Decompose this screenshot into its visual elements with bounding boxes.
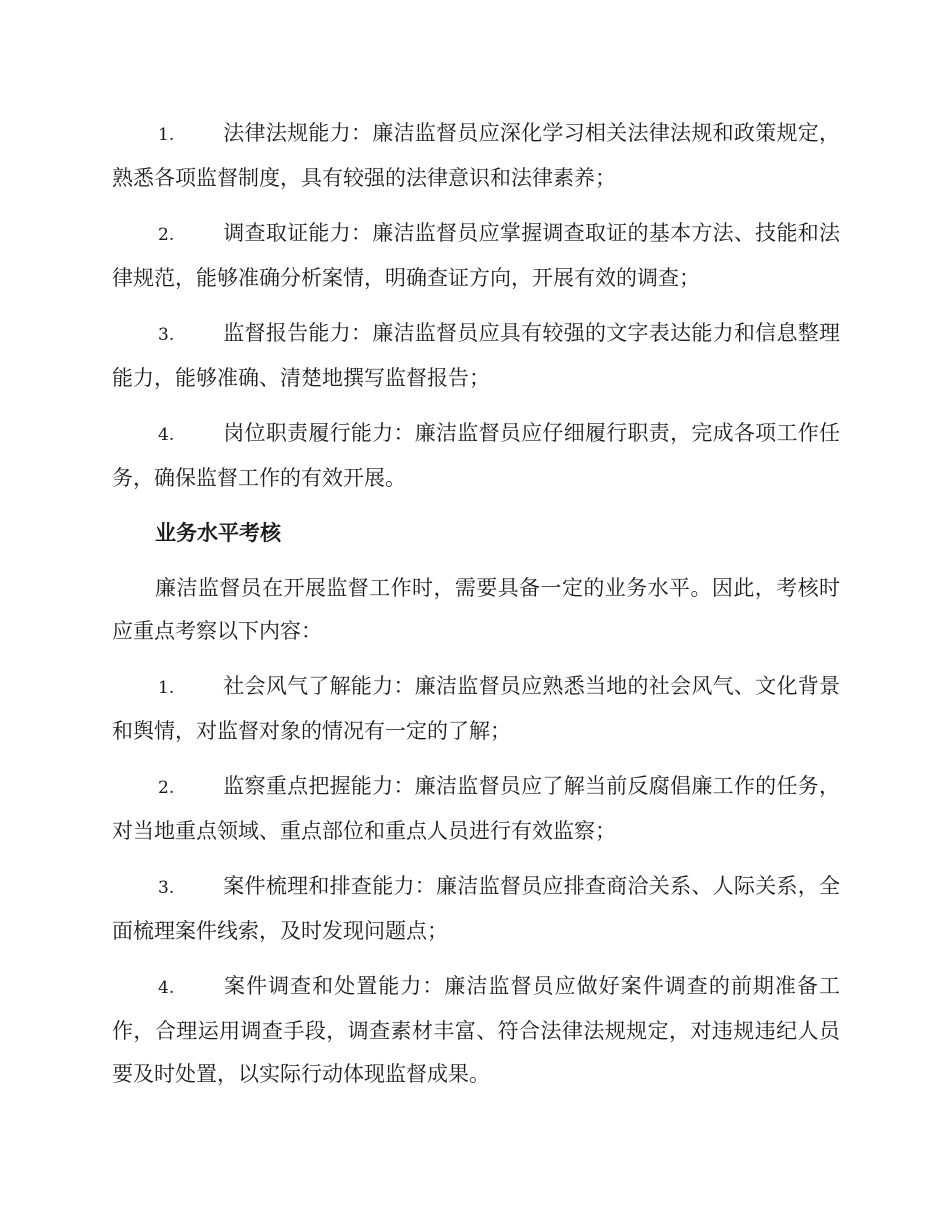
list-text: 案件调查和处置能力：廉洁监督员应做好案件调查的前期准备工作，合理运用调查手段，调查素材丰富、符合法律法规规定，对违规违纪人员要及时处置，以实际行动体现监督成果。 [112,974,840,1086]
list-item [112,312,840,400]
list-number: 4. [158,978,175,998]
list-item [112,765,840,853]
list-item [112,665,840,753]
list-item [112,412,840,500]
list-text: 岗位职责履行能力：廉洁监督员应仔细履行职责，完成各项工作任务，确保监督工作的有效开展。 [112,421,840,490]
document-body [112,112,840,1108]
list-number: 3. [158,325,175,345]
list-text: 监督报告能力：廉洁监督员应具有较强的文字表达能力和信息整理能力，能够准确、清楚地撰写监督报告； [112,321,840,390]
list-item [112,865,840,953]
list-number: 2. [158,225,175,245]
list-text: 调查取证能力：廉洁监督员应掌握调查取证的基本方法、技能和法律规范，能够准确分析案情，明确查证方向，开展有效的调查； [112,221,840,290]
list-text: 案件梳理和排查能力：廉洁监督员应排查商洽关系、人际关系，全面梳理案件线索，及时发现问题点； [112,874,840,943]
list-item [112,965,840,1096]
list-text: 监察重点把握能力：廉洁监督员应了解当前反腐倡廉工作的任务，对当地重点领域、重点部位和重点人员进行有效监察； [112,774,840,843]
list-item [112,112,840,200]
list-number: 4. [158,425,175,445]
section-heading: 业务水平考核 [155,521,281,545]
list-number: 1. [158,125,175,145]
list-number: 3. [158,878,175,898]
list-text: 法律法规能力：廉洁监督员应深化学习相关法律法规和政策规定，熟悉各项监督制度，具有较强的法律意识和法律素养； [112,121,840,190]
list-number: 1. [158,678,175,698]
list-number: 2. [158,778,175,798]
intro-paragraph: 廉洁监督员在开展监督工作时，需要具备一定的业务水平。因此，考核时应重点考察以下内容： [112,576,840,643]
list-text: 社会风气了解能力：廉洁监督员应熟悉当地的社会风气、文化背景和舆情，对监督对象的情况有一定的了解； [112,674,840,743]
list-item [112,212,840,300]
